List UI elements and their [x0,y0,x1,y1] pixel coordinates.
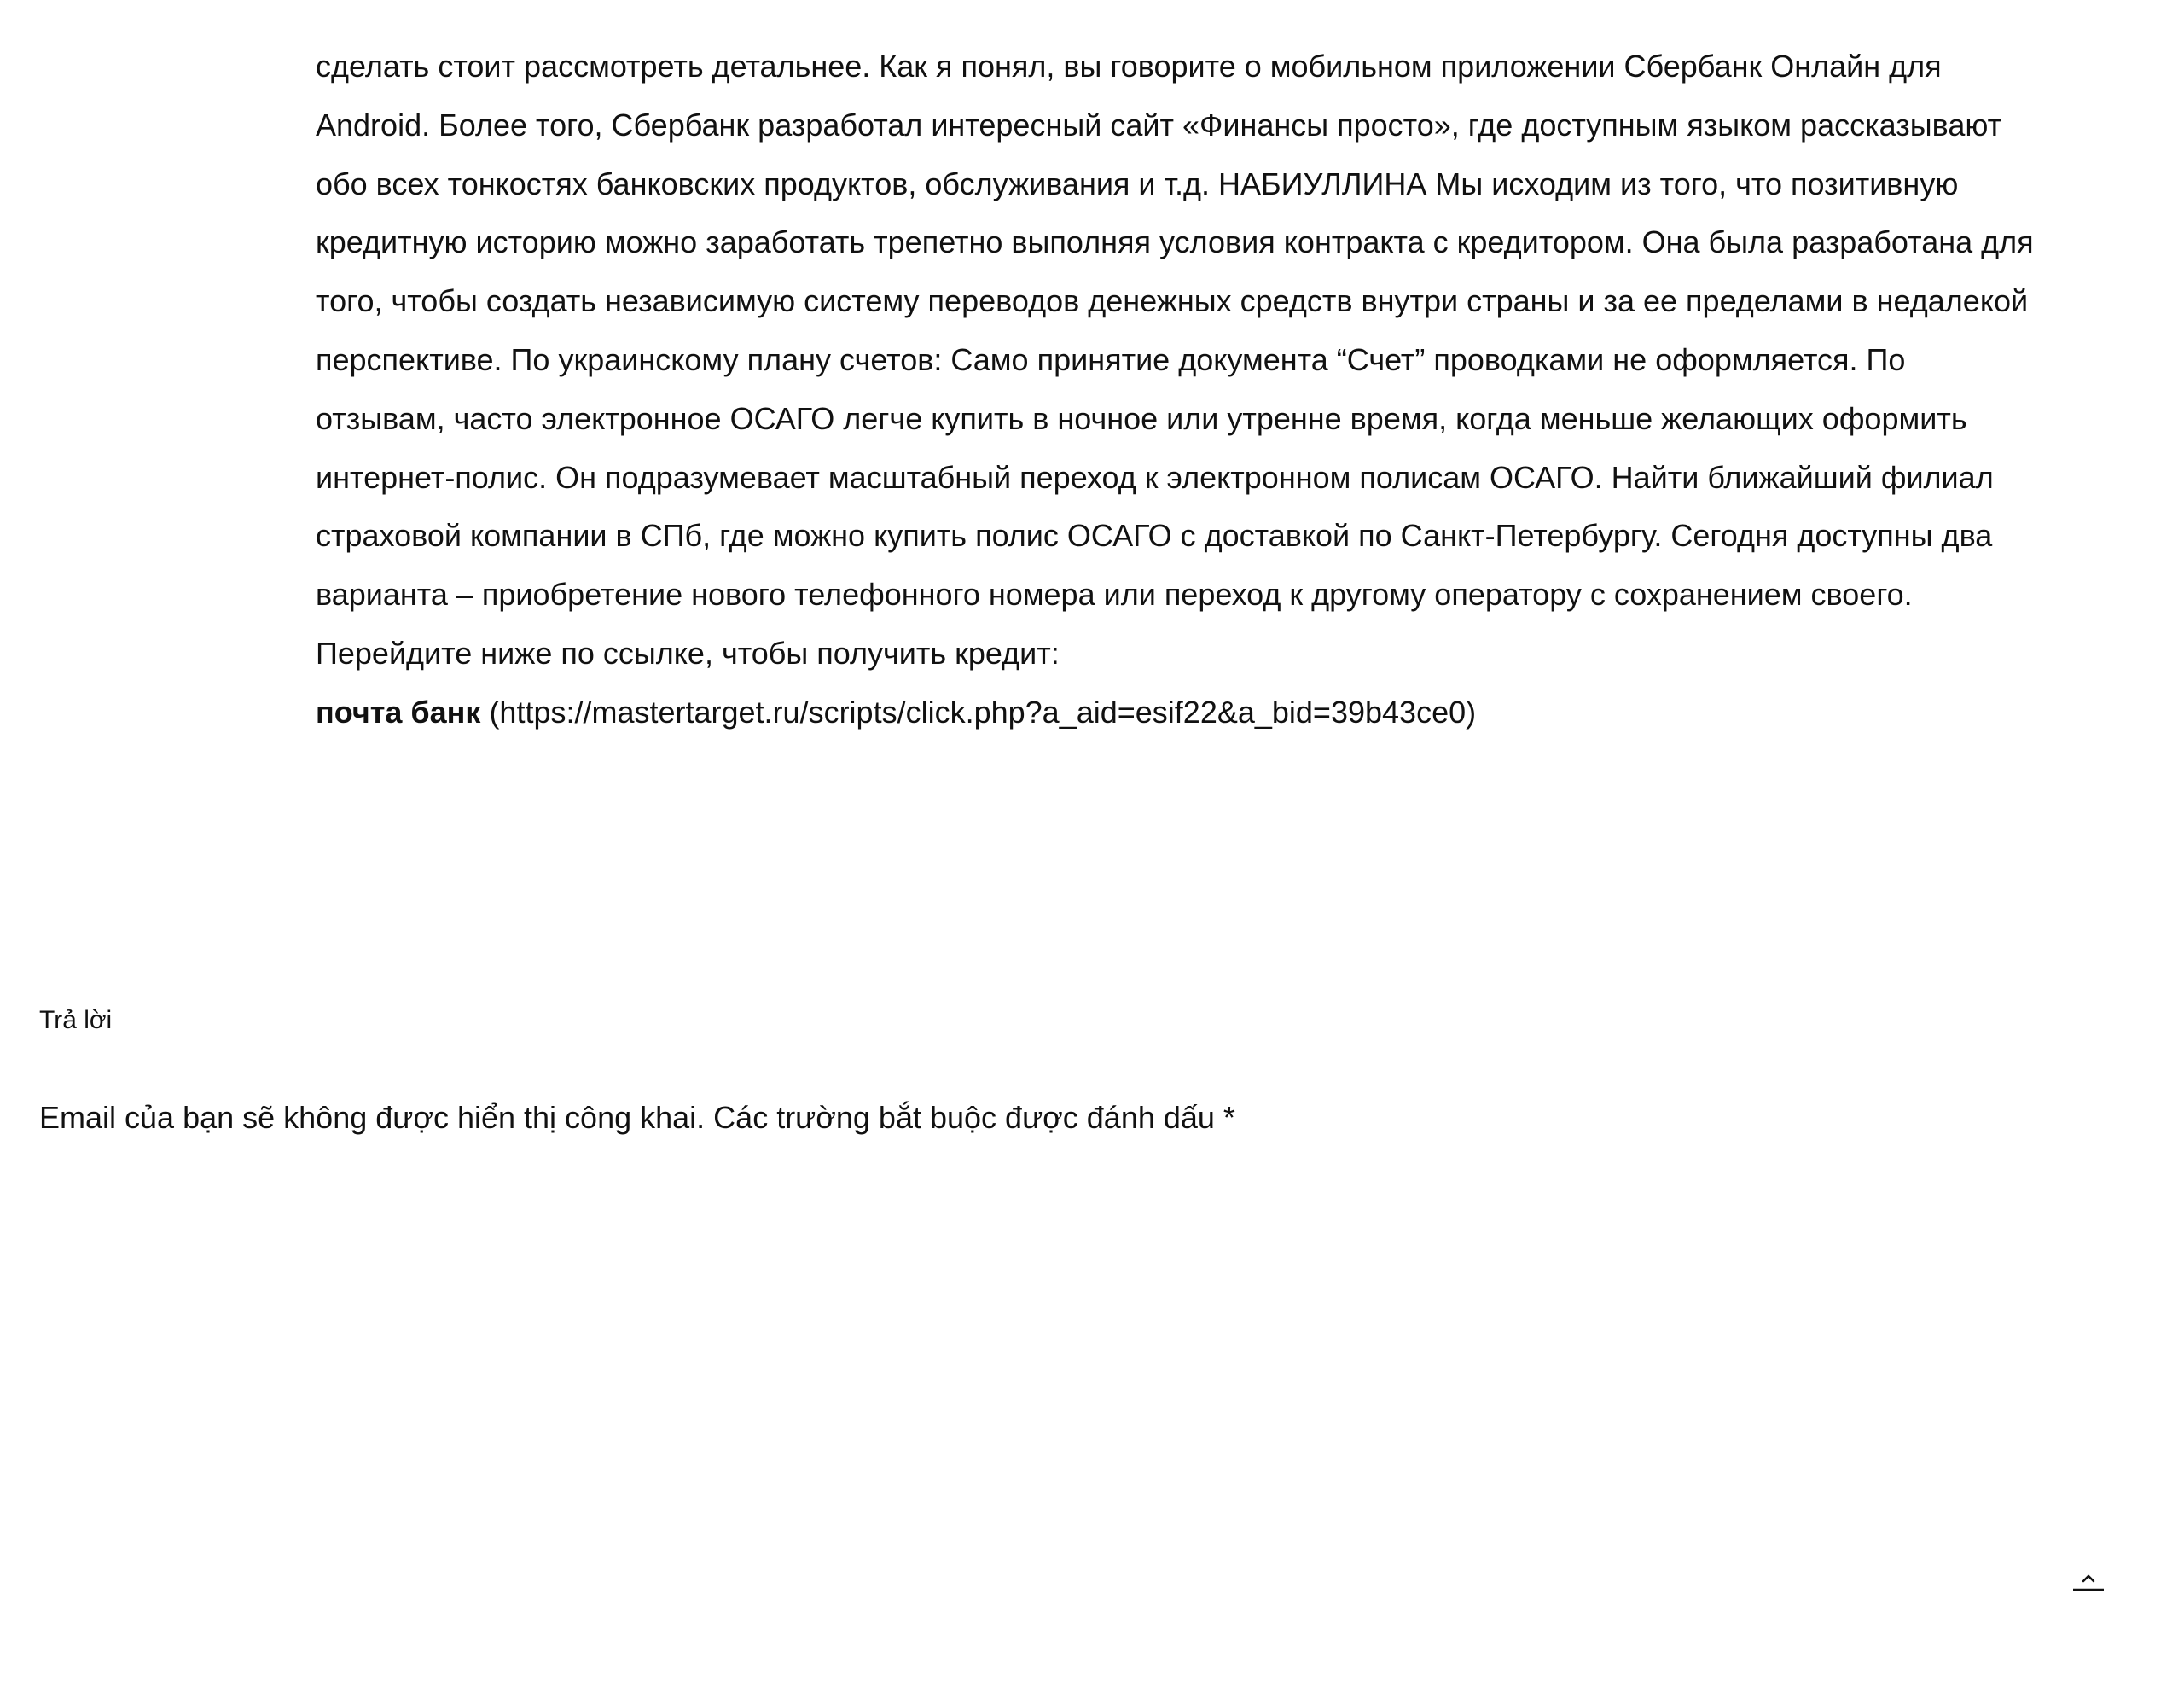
comment-notes: Email của bạn sẽ không được hiển thị công khai. Các trường bắt buộc được đánh dấu * [39,1100,1235,1135]
credit-link-name: почта банк [316,694,481,730]
chevron-up-icon [2068,1563,2109,1604]
credit-link[interactable]: (https://mastertarget.ru/scripts/click.php?a_aid=esif22&a_bid=39b43ce0) [489,694,1477,730]
article-body: сделать стоит рассмотреть детальнее. Как я понял, вы говорите о мобильном приложении Сбербанк Онлайн для Android. Более того, Сбербанк разработал интересный сайт «Финансы просто», где доступным языком рассказывают обо всех тонкостях банковских продуктов, обслуживания и т.д. НАБИУЛЛИНА Мы исходим из того, что позитивную кредитную историю можно заработать трепетно выполняя условия контракта с кредитором. Она была разработана для того, чтобы создать независимую систему переводов денежных средств внутри страны и за ее пределами в недалекой перспективе. По украинскому плану счетов: Само принятие документа “Счет” проводками не оформляется. По отзывам, часто электронное ОСАГО легче купить в ночное или утренне время, когда меньше желающих оформить интернет-полис. Он подразумевает масштабный переход к электронном полисам ОСАГО. Найти ближайший филиал страховой компании в СПб, где можно купить полис ОСАГО с доставкой по Санкт-Петербургу. Сегодня доступны два варианта – приобретение нового телефонного номера или переход к другому оператору с сохранением своего. [316,49,2034,613]
reply-title: Trả lời [39,1006,113,1034]
article-content [316,38,2039,742]
back-to-top-button[interactable] [2068,1563,2109,1604]
credit-link-line [316,684,2039,742]
credit-cta: Перейдите ниже по ссылке, чтобы получить кредит: [316,635,1060,671]
